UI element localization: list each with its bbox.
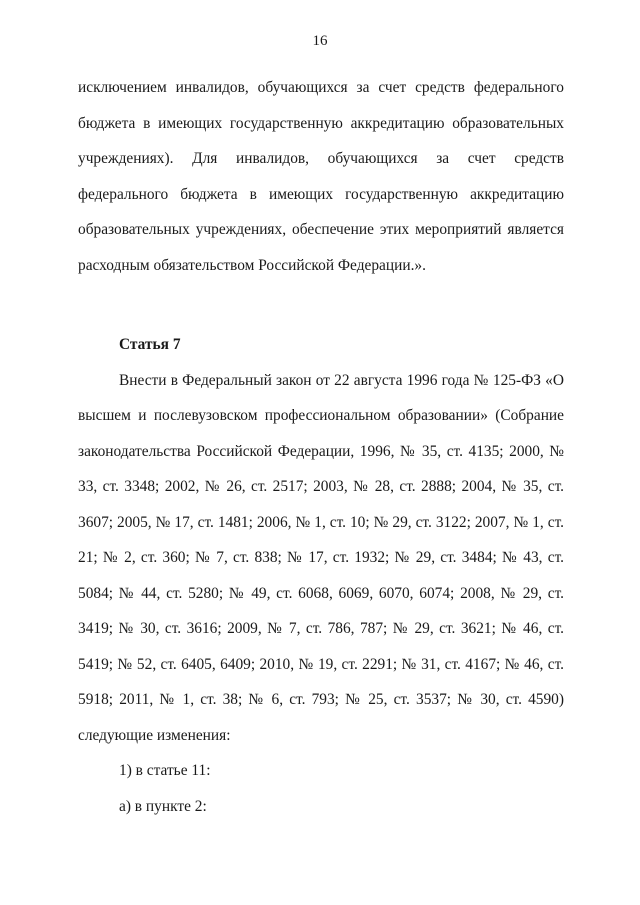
paragraph-amendment: Внести в Федеральный закон от 22 августа 1996 года № 125-ФЗ «О высшем и послевузовском профессиональном образовании» (Собрание законодательства Российской Федерации, 1996, № 35, ст. 4135; 2000, № 33, ст. 3348; 2002, № 26, ст. 2517; 2003, № 28, ст. 2888; 2004, № 35, ст. 3607; 2005, № 17, ст. 1481; 2006, № 1, ст. 10; № 29, ст. 3122; 2007, № 1, ст. 21; № 2, ст. 360; № 7, ст. 838; № 17, ст. 1932; № 29, ст. 3484; № 43, ст. 5084; № 44, ст. 5280; № 49, ст. 6068, 6069, 6070, 6074; 2008, № 29, ст. 3419; № 30, ст. 3616; 2009, № 7, ст. 786, 787; № 29, ст. 3621; № 46, ст. 5419; № 52, ст. 6405, 6409; 2010, № 19, ст. 2291; № 31, ст. 4167; № 46, ст. 5918; 2011, № 1, ст. 38; № 6, ст. 793; № 25, ст. 3537; № 30, ст. 4590) следующие изменения: (78, 371, 564, 744)
list-item-article-11: 1) в статье 11: (119, 762, 211, 779)
list-item-point-2: а) в пункте 2: (119, 797, 207, 815)
article-heading: Статья 7 (119, 336, 181, 353)
paragraph-continuation: исключением инвалидов, обучающихся за счет средств федерального бюджета в имеющих государственную аккредитацию образовательных учреждениях). Для инвалидов, обучающихся за счет средств федерального бюджета в имеющих государственную аккредитацию образовательных учреждениях, обеспечение этих мероприятий является расходным обязательством Российской Федерации.». (78, 79, 564, 274)
page-number: 16 (312, 33, 328, 49)
document-body (78, 70, 564, 824)
